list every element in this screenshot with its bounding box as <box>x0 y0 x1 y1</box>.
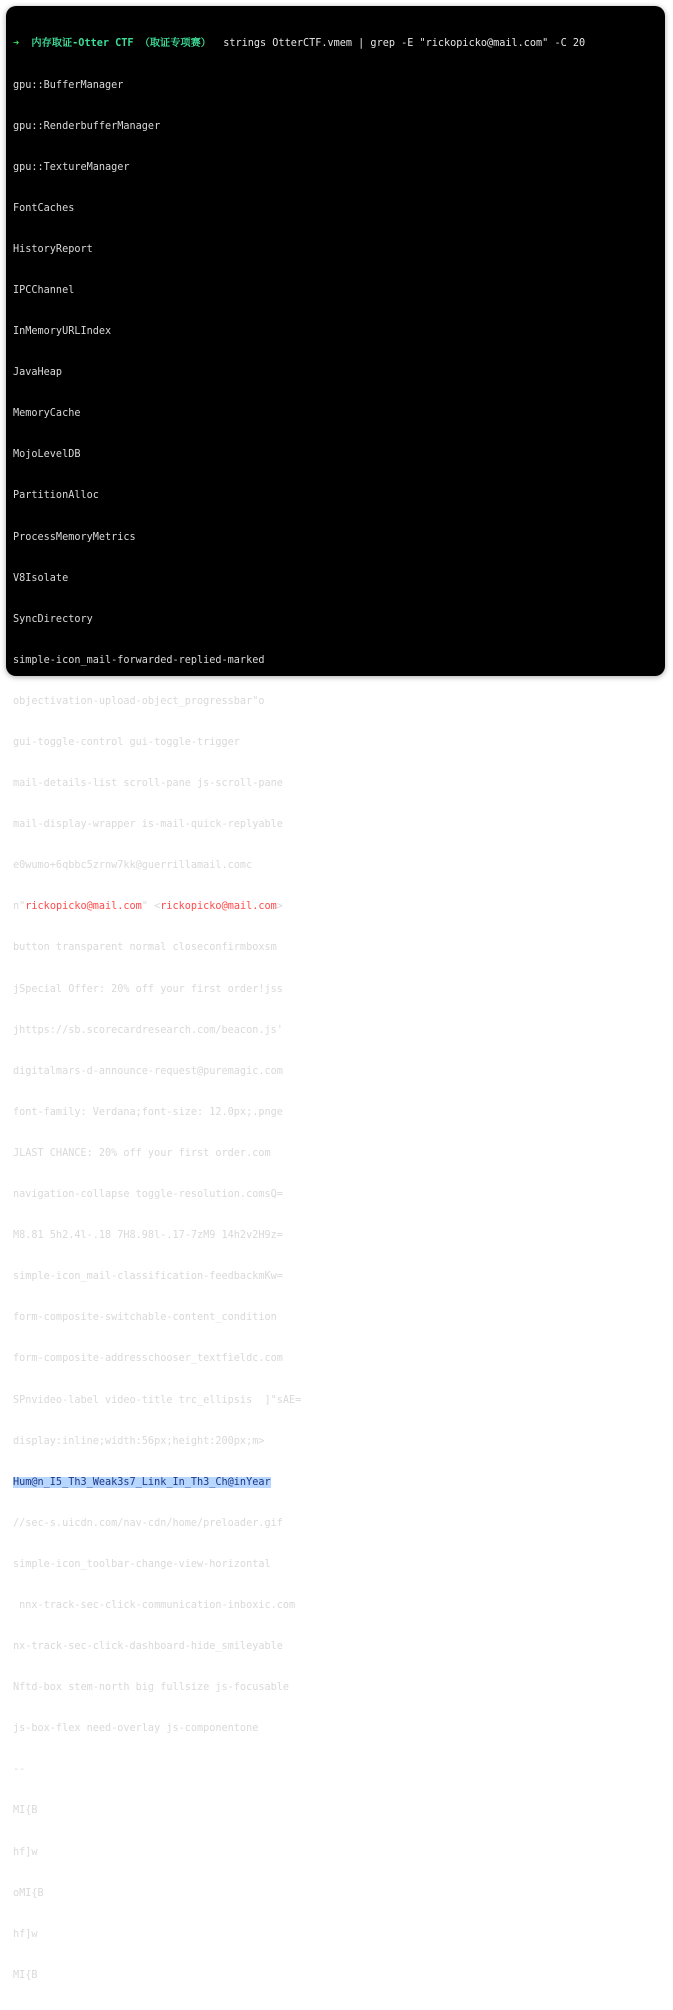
output-line: gpu::BufferManager <box>13 79 124 91</box>
output-line: navigation-collapse toggle-resolution.comsQ= <box>13 1189 283 1201</box>
output-line: IPCChannel <box>13 284 75 296</box>
output-line: display:inline;width:56px;height:200px;m> <box>13 1435 265 1447</box>
output-line: JavaHeap <box>13 367 63 379</box>
output-line: MemoryCache <box>13 408 81 420</box>
output-line: HistoryReport <box>13 243 93 255</box>
output-line: button transparent normal closeconfirmboxsm <box>13 942 277 954</box>
output-line: simple-icon_toolbar-change-view-horizontal <box>13 1558 271 1570</box>
output-line: MI{B <box>13 1805 38 1817</box>
prompt-arrow-icon: ➜ <box>13 38 20 50</box>
output-line: mail-details-list scroll-pane js-scroll-pane <box>13 778 283 790</box>
output-line: font-family: Verdana;font-size: 12.0px;.pnge <box>13 1106 283 1118</box>
output-line: M8.81 5h2.4l-.18 7H8.98l-.17-7zM9 14h2v2H9z= <box>13 1230 283 1242</box>
match-suffix: > <box>276 901 283 913</box>
output-line: js-box-flex need-overlay js-componentone <box>13 1723 259 1735</box>
output-line: InMemoryURLIndex <box>13 326 112 338</box>
output-line: simple-icon_mail-forwarded-replied-marked <box>13 654 265 666</box>
selected-flag-line[interactable] <box>13 1476 661 1490</box>
output-line: e0wumo+6qbbc5zrnw7kk@guerrillamail.comc <box>13 860 253 872</box>
output-line: JLAST CHANCE: 20% off your first order.com <box>13 1147 271 1159</box>
output-line: SPnvideo-label video-title trc_ellipsis ]"sAE= <box>13 1394 302 1406</box>
grep-match-email: rickopicko@mail.com <box>160 901 277 913</box>
output-line: Nftd-box stem-north big fullsize js-focusable <box>13 1682 290 1694</box>
output-line: //sec-s.uicdn.com/nav-cdn/home/preloader.gif <box>13 1517 283 1529</box>
output-line: digitalmars-d-announce-request@puremagic.com <box>13 1065 283 1077</box>
terminal-window[interactable] <box>6 6 665 1981</box>
grep-match-email: rickopicko@mail.com <box>25 901 142 913</box>
grep-match-line <box>13 900 661 914</box>
output-line: gpu::RenderbufferManager <box>13 120 161 132</box>
group-separator: -- <box>13 1764 26 1776</box>
match-middle: " < <box>141 901 161 913</box>
output-line: PartitionAlloc <box>13 490 99 502</box>
output-line: form-composite-addresschooser_textfieldc.com <box>13 1353 283 1365</box>
command-text: strings OtterCTF.vmem | grep -E "rickopicko@mail.com" -C 20 <box>223 38 586 50</box>
output-line: simple-icon_mail-classification-feedbackmKw= <box>13 1271 283 1283</box>
output-line: SyncDirectory <box>13 613 93 625</box>
output-line: nnx-track-sec-click-communication-inboxic.com <box>13 1599 296 1611</box>
match-prefix: n" <box>13 901 26 913</box>
output-line: jSpecial Offer: 20% off your first order!jss <box>13 983 283 995</box>
output-line: V8Isolate <box>13 572 69 584</box>
output-line: jhttps://sb.scorecardresearch.com/beacon.js' <box>13 1024 283 1036</box>
output-line: hf]w <box>13 1928 38 1940</box>
output-line: mail-display-wrapper is-mail-quick-replyable <box>13 819 283 831</box>
output-line: gpu::TextureManager <box>13 161 130 173</box>
output-line: objectivation-upload-object_progressbar"o <box>13 695 265 707</box>
output-line: MojoLevelDB <box>13 449 81 461</box>
output-line: hf]w <box>13 1846 38 1858</box>
output-line: nx-track-sec-click-dashboard-hide_smileyable <box>13 1641 283 1653</box>
output-line: MI{B <box>13 1969 38 1981</box>
prompt-line <box>13 37 661 51</box>
output-line: FontCaches <box>13 202 75 214</box>
output-line: oMI{B <box>13 1887 44 1899</box>
output-line: gui-toggle-control gui-toggle-trigger <box>13 737 240 748</box>
terminal-output[interactable] <box>13 10 661 2010</box>
output-line: ProcessMemoryMetrics <box>13 531 136 543</box>
output-line: form-composite-switchable-content_condition <box>13 1312 277 1324</box>
prompt-directory: 内存取证-Otter CTF （取证专项赛） <box>31 38 211 50</box>
selected-flag-text[interactable]: Hum@n_I5_Th3_Weak3s7_Link_In_Th3_Ch@inYear <box>13 1476 271 1488</box>
